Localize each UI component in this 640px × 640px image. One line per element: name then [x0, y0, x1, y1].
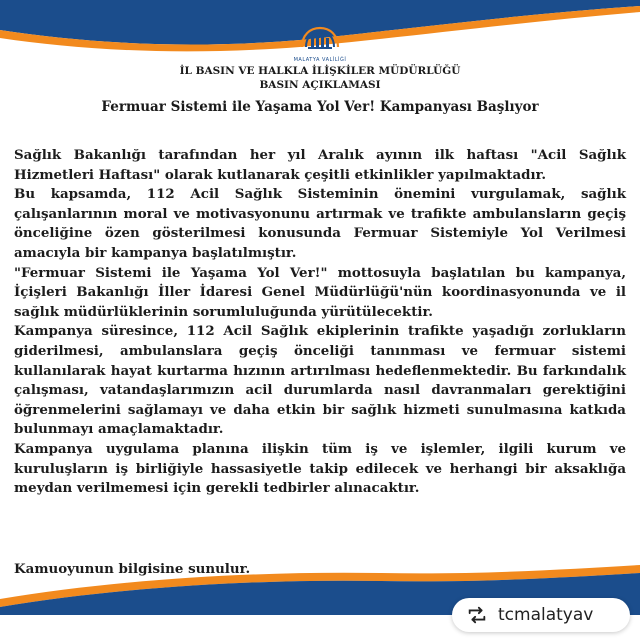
press-release-headline: Fermuar Sistemi ile Yaşama Yol Ver! Kampanyası Başlıyor [101, 99, 539, 115]
paragraph: Bu kapsamda, 112 Acil Sağlık Sisteminin önemini vurgulamak, sağlık çalışanlarının moral ve motivasyonunu artırmak ve trafikte ambulansların geçiş önceliğine özen gösterilmesi konusunda Fermuar Sistemiyle Yol Verilmesi amacıyla bir kampanya başlatılmıştır. [14, 186, 626, 261]
repost-badge[interactable] [452, 598, 630, 632]
letterhead [0, 25, 640, 63]
paragraph: Sağlık Bakanlığı tarafından her yıl Aralık ayının ilk haftası "Acil Sağlık Hizmetleri Haftası" olarak kutlanarak çeşitli etkinlikler yapılmaktadır. [14, 147, 626, 183]
logo-text: MALATYA VALİLİĞİ [293, 57, 347, 63]
office-name [0, 64, 640, 92]
repost-username[interactable]: tcmalatyav [498, 605, 594, 625]
paragraph: "Fermuar Sistemi ile Yaşama Yol Ver!" mottosuyla başlatılan bu kampanya, İçişleri Bakanlığı İller İdaresi Genel Müdürlüğü'nün koordinasyonunda ve il sağlık müdürlüklerinin sorumluluğunda yürütülecektir. [14, 264, 626, 320]
governorship-logo-icon [297, 25, 343, 55]
paragraph: Kampanya süresince, 112 Acil Sağlık ekiplerinin trafikte yaşadığı zorlukların giderilmesi, ambulanslara geçiş önceliği tanınması ve fermuar sistemi kullanılarak hayat kurtarma hızının artırılması hedeflenmektedir. Bu farkındalık çalışması, vatandaşlarımızın acil durumlarda nasıl davranmaları gerektiğini öğrenmelerini sağlamayı ve daha etkin bir sağlık hizmeti sunulmasına katkıda bulunmayı amaçlamaktadır. [14, 323, 626, 438]
office-line-1: İL BASIN VE HALKLA İLİŞKİLER MÜDÜRLÜĞÜ [179, 65, 461, 77]
paragraph: Kampanya uygulama planına ilişkin tüm iş ve işlemler, ilgili kurum ve kuruluşların iş birliğiyle hassasiyetle takip edilecek ve herhangi bir aksaklığa meydan verilmemesi için gerekli tedbirler alınacaktır. [14, 440, 626, 497]
repost-icon [466, 604, 488, 626]
office-line-2: BASIN AÇIKLAMASI [259, 79, 381, 91]
press-release-body [14, 146, 626, 499]
closing-line: Kamuoyunun bilgisine sunulur. [14, 561, 251, 577]
